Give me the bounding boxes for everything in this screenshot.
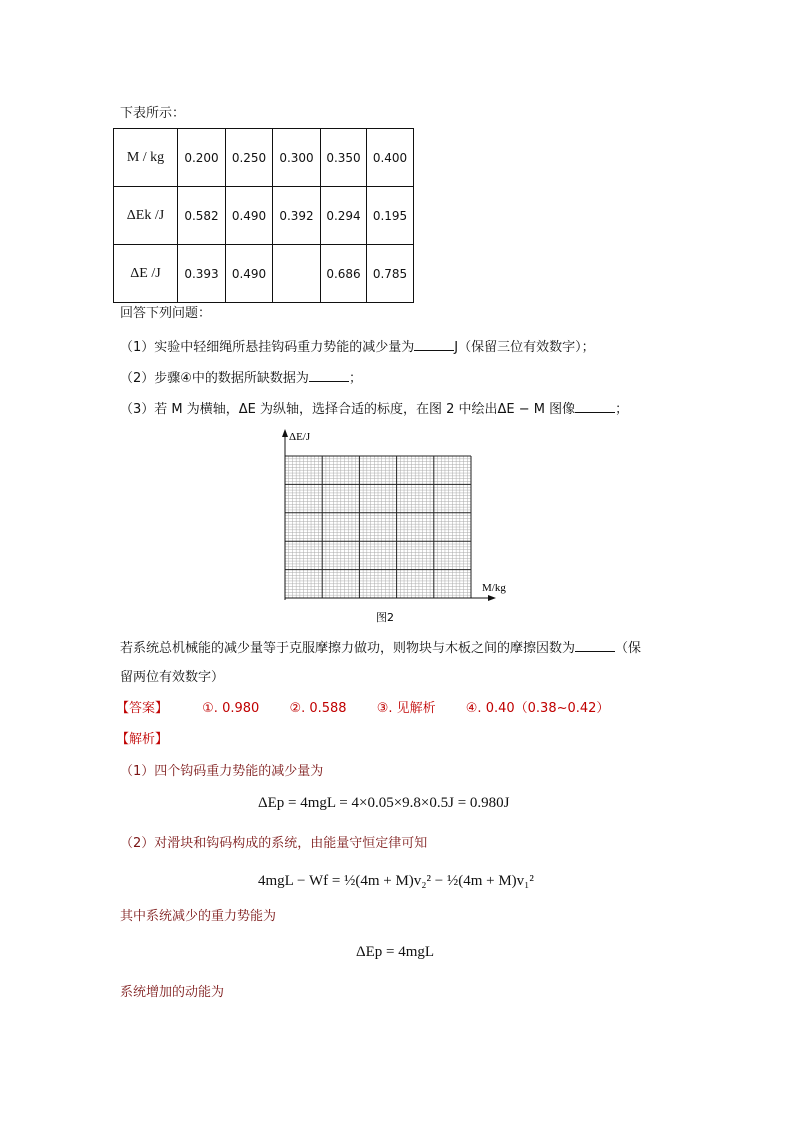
row-header: M / kg [114, 129, 178, 187]
data-table [113, 128, 414, 303]
answer-item: ①. 0.980 [202, 701, 260, 716]
answer-blank [575, 399, 615, 413]
table-cell: 0.393 [178, 245, 226, 303]
question-1 [120, 337, 595, 357]
y-axis-label: ΔE/J [289, 431, 311, 443]
q2-suffix: ； [348, 371, 362, 386]
table-cell: 0.582 [178, 187, 226, 245]
answer-label: 【答案】 [116, 701, 169, 716]
table-row [114, 245, 414, 303]
analysis-p1: （1）四个钩码重力势能的减少量为 [120, 764, 324, 779]
table-cell: 0.350 [321, 129, 367, 187]
answer-item: ②. 0.588 [289, 701, 347, 716]
table-cell: 0.490 [226, 187, 273, 245]
formula-2: 4mgL − Wf = ½(4m + M)v₂² − ½(4m + M)v₁² [258, 873, 534, 889]
q3-text: （3）若 M 为横轴，ΔE 为纵轴，选择合适的标度，在图 2 中绘出ΔE − M 图像 [120, 402, 576, 417]
analysis-p4: 系统增加的动能为 [120, 985, 225, 1000]
row-header: ΔE /J [114, 245, 178, 303]
question-2 [120, 368, 362, 388]
x-axis-label: M/kg [482, 582, 506, 594]
answer-blank [414, 337, 454, 351]
row-header: ΔEk /J [114, 187, 178, 245]
analysis-p3: 其中系统减少的重力势能为 [120, 909, 277, 924]
q2-text: （2）步骤④中的数据所缺数据为 [120, 371, 309, 386]
graph-paper-figure [260, 425, 520, 625]
table-cell: 0.250 [226, 129, 273, 187]
answer-item: ③. 见解析 [376, 701, 436, 716]
figure-caption: 图2 [376, 611, 394, 624]
table-cell: 0.300 [273, 129, 321, 187]
answer-line [116, 700, 635, 718]
analysis-label: 【解析】 [116, 732, 169, 747]
question-4-line1 [120, 638, 641, 658]
intro-text: 下表所示： [120, 106, 186, 121]
table-cell [273, 245, 321, 303]
answer-item: ④. 0.40（0.38~0.42） [465, 701, 610, 716]
table-cell: 0.785 [367, 245, 414, 303]
formula-1: ΔEp = 4mgL = 4×0.05×9.8×0.5J = 0.980J [258, 795, 510, 811]
table-row [114, 129, 414, 187]
table-cell: 0.490 [226, 245, 273, 303]
answer-blank [575, 638, 615, 652]
q1-text: （1）实验中轻细绳所悬挂钩码重力势能的减少量为 [120, 340, 415, 355]
table-cell: 0.400 [367, 129, 414, 187]
q4-suffix: （保 [615, 641, 642, 656]
table-cell: 0.195 [367, 187, 414, 245]
table-cell: 0.686 [321, 245, 367, 303]
table-row [114, 187, 414, 245]
table-cell: 0.392 [273, 187, 321, 245]
table-cell: 0.200 [178, 129, 226, 187]
question-3 [120, 399, 628, 419]
q4-text: 若系统总机械能的减少量等于克服摩擦力做功，则物块与木板之间的摩擦因数为 [120, 641, 576, 656]
table-cell: 0.294 [321, 187, 367, 245]
question-4-line2: 留两位有效数字） [120, 670, 225, 685]
questions-lead: 回答下列问题： [120, 306, 212, 321]
y-axis-arrow-icon [282, 429, 288, 437]
x-axis-arrow-icon [488, 595, 496, 601]
q3-suffix: ； [615, 402, 629, 417]
q1-suffix: J（保留三位有效数字）； [454, 340, 595, 355]
formula-3: ΔEp = 4mgL [356, 944, 435, 960]
answer-blank [309, 368, 349, 382]
analysis-p2: （2）对滑块和钩码构成的系统，由能量守恒定律可知 [120, 836, 428, 851]
